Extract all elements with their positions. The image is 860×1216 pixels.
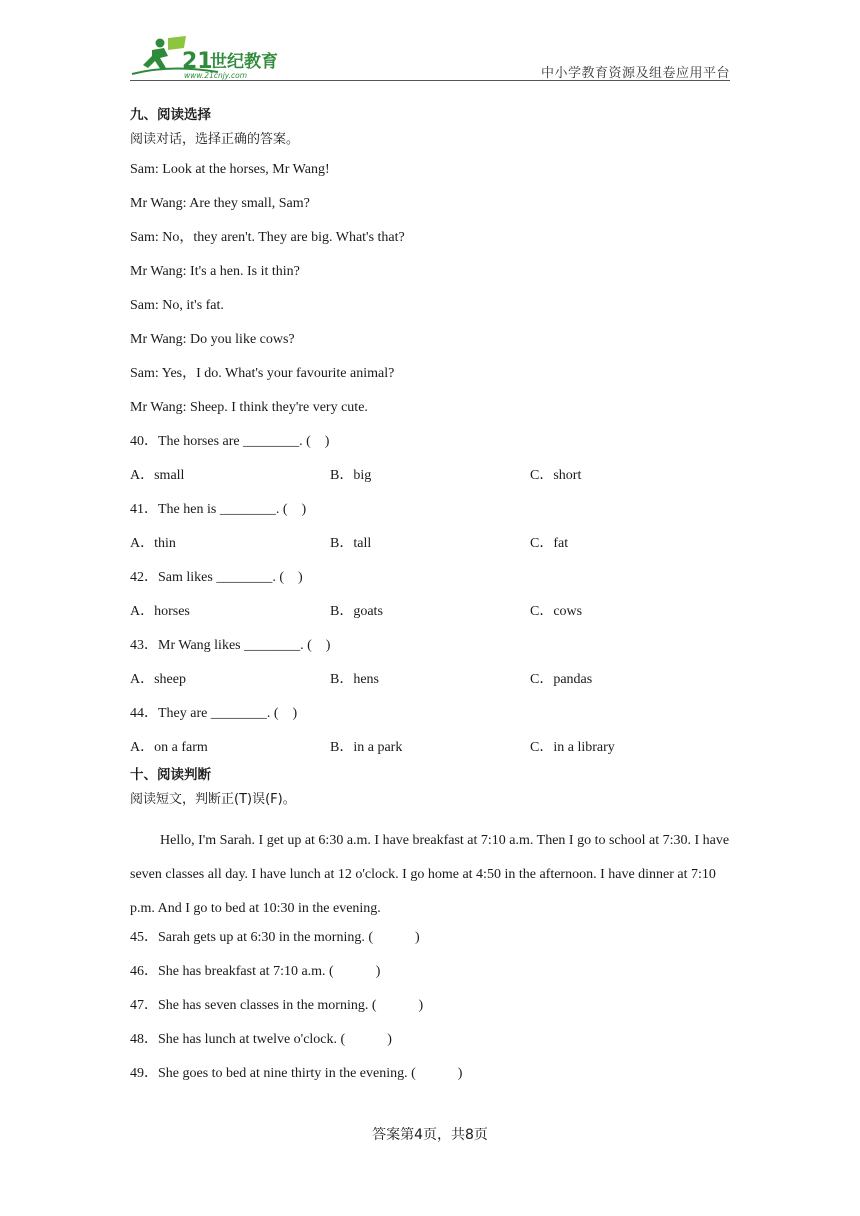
option-b: B．goats <box>330 604 383 619</box>
svg-text:21: 21 <box>182 49 213 74</box>
option-c: C．pandas <box>530 672 593 687</box>
option-b: B．in a park <box>330 740 403 755</box>
question-40: 40．The horses are ________. ( ) <box>130 434 330 449</box>
page-header <box>130 28 730 82</box>
question-41: 41．The hen is ________. ( ) <box>130 502 307 517</box>
question-44: 44．They are ________. ( ) <box>130 706 298 721</box>
question-43: 43．Mr Wang likes ________. ( ) <box>130 638 331 653</box>
statement-49: 49．She goes to bed at nine thirty in the evening. ( ) <box>130 1066 463 1081</box>
site-logo <box>130 34 305 80</box>
option-c: C．cows <box>530 604 583 619</box>
dialogue-line: Sam: No，they aren't. They are big. What's that? <box>130 230 405 245</box>
section-10-instruction: 阅读短文，判断正(T)误(F)。 <box>130 792 296 807</box>
header-divider <box>130 80 730 81</box>
section-9-title: 九、阅读选择 <box>130 107 211 123</box>
svg-text:世纪教育: 世纪教育 <box>210 52 278 72</box>
reading-passage: Hello, I'm Sarah. I get up at 6:30 a.m. I have breakfast at 7:10 a.m. Then I go to school at 7:30. I have seven classes all day. I have lunch at 12 o'clock. I go home at 4:50 in the afternoon. I have dinner at 7:10 p.m. And I go to bed at 10:30 in the evening. <box>130 833 730 916</box>
question-42: 42．Sam likes ________. ( ) <box>130 570 303 585</box>
page-footer: 答案第4页，共8页 <box>372 1127 488 1143</box>
section-10-title: 十、阅读判断 <box>130 767 211 783</box>
option-c: C．fat <box>530 536 569 551</box>
svg-text:www.21cnjy.com: www.21cnjy.com <box>184 71 248 80</box>
option-c: C．in a library <box>530 740 615 755</box>
option-b: B．hens <box>330 672 379 687</box>
dialogue-line: Mr Wang: It's a hen. Is it thin? <box>130 264 300 279</box>
option-b: B．tall <box>330 536 372 551</box>
option-a: A．horses <box>130 604 190 619</box>
options-41 <box>130 532 730 566</box>
options-42 <box>130 600 730 634</box>
dialogue-line: Sam: No, it's fat. <box>130 298 224 313</box>
worksheet-content <box>130 102 730 1096</box>
section-9-instruction: 阅读对话，选择正确的答案。 <box>130 132 300 147</box>
dialogue-line: Mr Wang: Sheep. I think they're very cute. <box>130 400 368 415</box>
dialogue-line: Sam: Yes，I do. What's your favourite animal? <box>130 366 395 381</box>
options-43 <box>130 668 730 702</box>
options-44 <box>130 736 730 762</box>
dialogue-line: Sam: Look at the horses, Mr Wang! <box>130 162 330 177</box>
option-c: C．short <box>530 468 582 483</box>
platform-name: 中小学教育资源及组卷应用平台 <box>540 65 730 80</box>
statement-47: 47．She has seven classes in the morning. ( ) <box>130 998 424 1013</box>
statement-45: 45．Sarah gets up at 6:30 in the morning. ( ) <box>130 930 420 945</box>
option-a: A．on a farm <box>130 740 208 755</box>
option-a: A．sheep <box>130 672 186 687</box>
option-b: B．big <box>330 468 372 483</box>
dialogue-line: Mr Wang: Do you like cows? <box>130 332 295 347</box>
statement-48: 48．She has lunch at twelve o'clock. ( ) <box>130 1032 392 1047</box>
dialogue-line: Mr Wang: Are they small, Sam? <box>130 196 310 211</box>
option-a: A．thin <box>130 536 176 551</box>
statement-46: 46．She has breakfast at 7:10 a.m. ( ) <box>130 964 381 979</box>
options-40 <box>130 464 730 498</box>
option-a: A．small <box>130 468 185 483</box>
